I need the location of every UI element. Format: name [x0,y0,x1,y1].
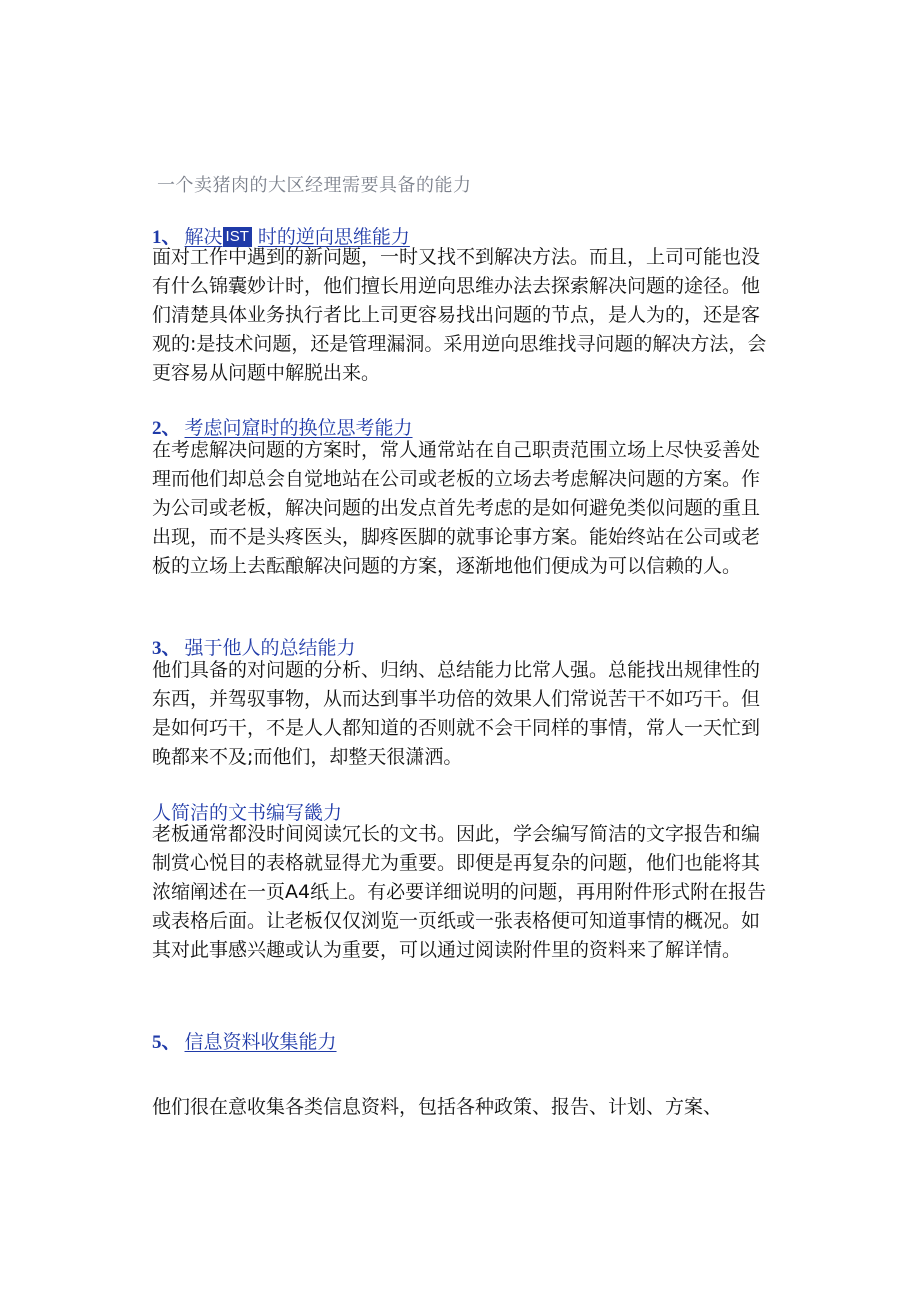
section-5-heading [152,1027,337,1054]
ist-badge: IST [223,227,252,247]
section-2-body: 在考虑解决问题的方案时，常人通常站在自己职责范围立场上尽快妥善处理而他们却总会自觉地站在公司或老板的立场去考虑解决问题的方案。作为公司或老板，解决问题的出发点首先考虑的是如何避免类似问题的重且出现，而不是头疼医头，脚疼医脚的就事论事方案。能始终站在公司或老板的立场上去酝酿解决问题的方案，逐渐地他们便成为可以信赖的人。 [152,439,761,577]
section-2-number: 2、 [152,418,181,439]
page-title: 一个卖猪肉的大区经理需要具备的能力 [157,175,472,196]
section-5-number: 5、 [152,1032,181,1053]
section-1-body: 面对工作中遇到的新问题，一时又找不到解决方法。而且，上司可能也没有什么锦囊妙计时，他们擅长用逆向思维办法去探索解决问题的途径。他们清楚具体业务执行者比上司更容易找出问题的节点，是人为的，还是客观的:是技术问题，还是管理漏洞。采用逆向思维找寻问题的解决方法，会更容易从问题中解脱出来。 [152,246,767,384]
section-3-number: 3、 [152,638,181,659]
section-2-title: 考虑问窟时的换位思考能力 [184,417,413,439]
section-1-title-end: 时的逆向思维能力 [257,226,410,248]
section-5-body: 他们很在意收集各类信息资料，包括各种政策、报告、计划、方案、 [152,1096,723,1118]
section-3-title: 强于他人的总结能力 [184,637,356,659]
section-4-body: 老板通常都没时间阅读冗长的文书。因此，学会编写简洁的文字报告和编制赏心悦目的表格就显得尤为重要。即便是再复杂的问题，他们也能将其浓缩阐述在一页A4纸上。有必要详细说明的问题，再用附件形式附在报告或表格后面。让老板仅仅浏览一页纸或一张表格便可知道事情的概况。如其对此事感兴趣或认为重要，可以通过阅读附件里的资料来了解详情。 [152,823,767,961]
section-4-title: 人简洁的文书编写畿力 [152,802,343,824]
section-1-title-start: 解决 [184,226,223,248]
section-1-number: 1、 [152,227,181,248]
section-5-title: 信息资料收集能力 [184,1031,337,1053]
section-3-body: 他们具备的对问题的分析、归纳、总结能力比常人强。总能找出规律性的东西，并驾驭事物，从而达到事半功倍的效果人们常说苦干不如巧干。但是如何巧干，不是人人都知道的否则就不会干同样的事情，常人一天忙到晚都来不及;而他们，却整天很潇洒。 [152,659,761,768]
